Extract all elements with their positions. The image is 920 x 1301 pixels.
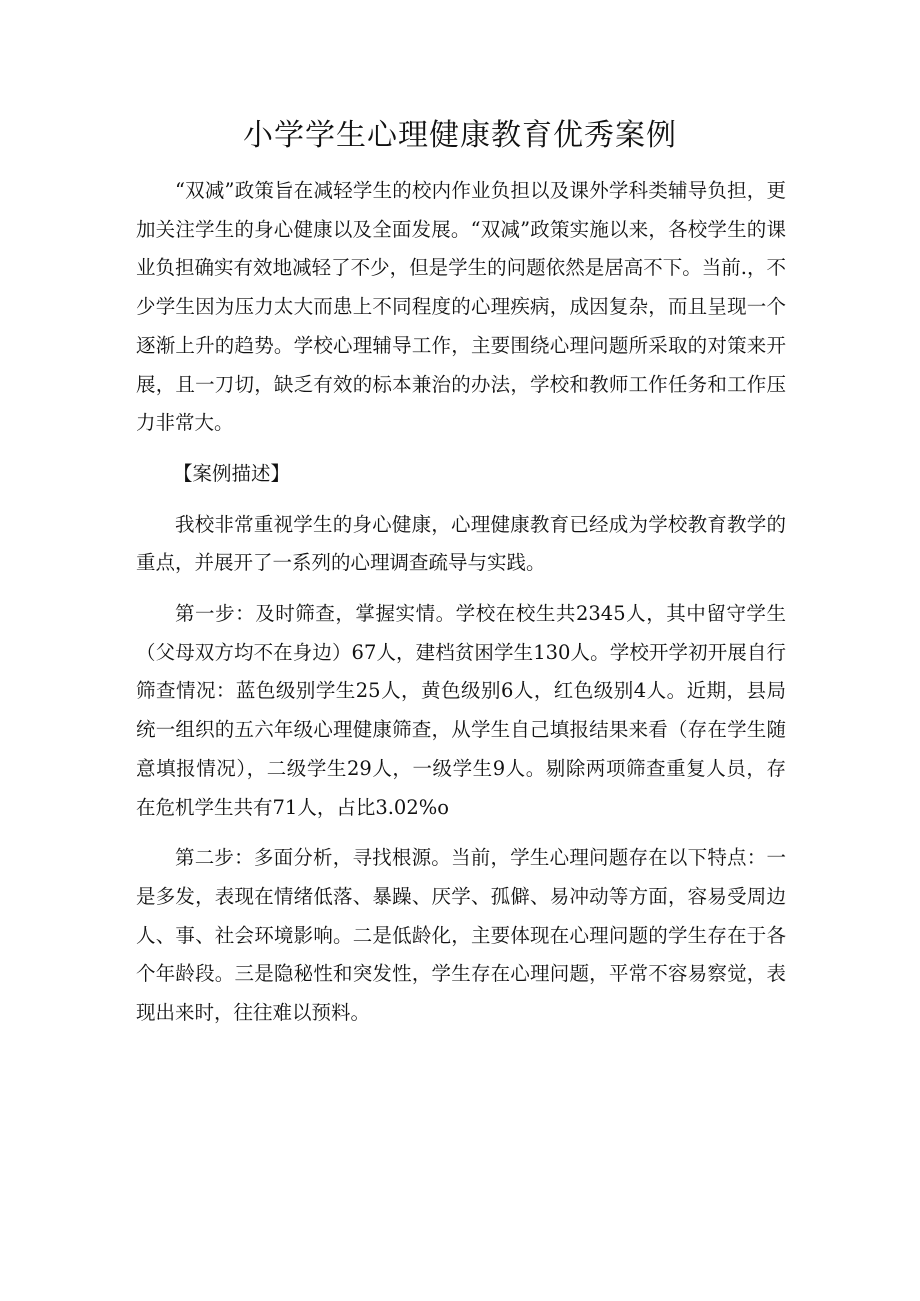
document-body [136,172,786,1045]
paragraph-overview: 我校非常重视学生的身心健康，心理健康教育已经成为学校教育教学的重点，并展开了一系列的心理调查疏导与实践。 [136,512,786,575]
section-heading: 【案例描述】 [173,461,291,485]
paragraph-step-two: 第二步：多面分析，寻找根源。当前，学生心理问题存在以下特点：一是多发，表现在情绪低落、暴躁、厌学、孤僻、易冲动等方面，容易受周边人、事、社会环境影响。二是低龄化，主要体现在心理问题的学生存在于各个年龄段。三是隐秘性和突发性，学生存在心理问题，平常不容易察觉，表现出来时，往往难以预料。 [136,846,786,1025]
intro-paragraph: “双减”政策旨在减轻学生的校内作业负担以及课外学科类辅导负担，更加关注学生的身心健康以及全面发展。“双减”政策实施以来，各校学生的课业负担确实有效地减轻了不少，但是学生的问题依然是居高不下。当前.，不少学生因为压力太大而患上不同程度的心理疾病，成因复杂，而且呈现一个逐渐上升的趋势。学校心理辅导工作，主要围绕心理问题所采取的对策来开展，且一刀切，缺乏有效的标本兼治的办法，学校和教师工作任务和工作压力非常大。 [136,179,786,435]
document-title: 小学学生心理健康教育优秀案例 [243,118,677,153]
paragraph-step-one: 第一步：及时筛查，掌握实情。学校在校生共2345人，其中留守学生（父母双方均不在身边）67人，建档贫困学生130人。学校开学初开展自行筛查情况：蓝色级别学生25人，黄色级别6人，红色级别4人。近期，县局统一组织的五六年级心理健康筛查，从学生自己填报结果来看（存在学生随意填报情况），二级学生29人，一级学生9人。剔除两项筛查重复人员，存在危机学生共有71人，占比3.02%o [136,602,786,819]
